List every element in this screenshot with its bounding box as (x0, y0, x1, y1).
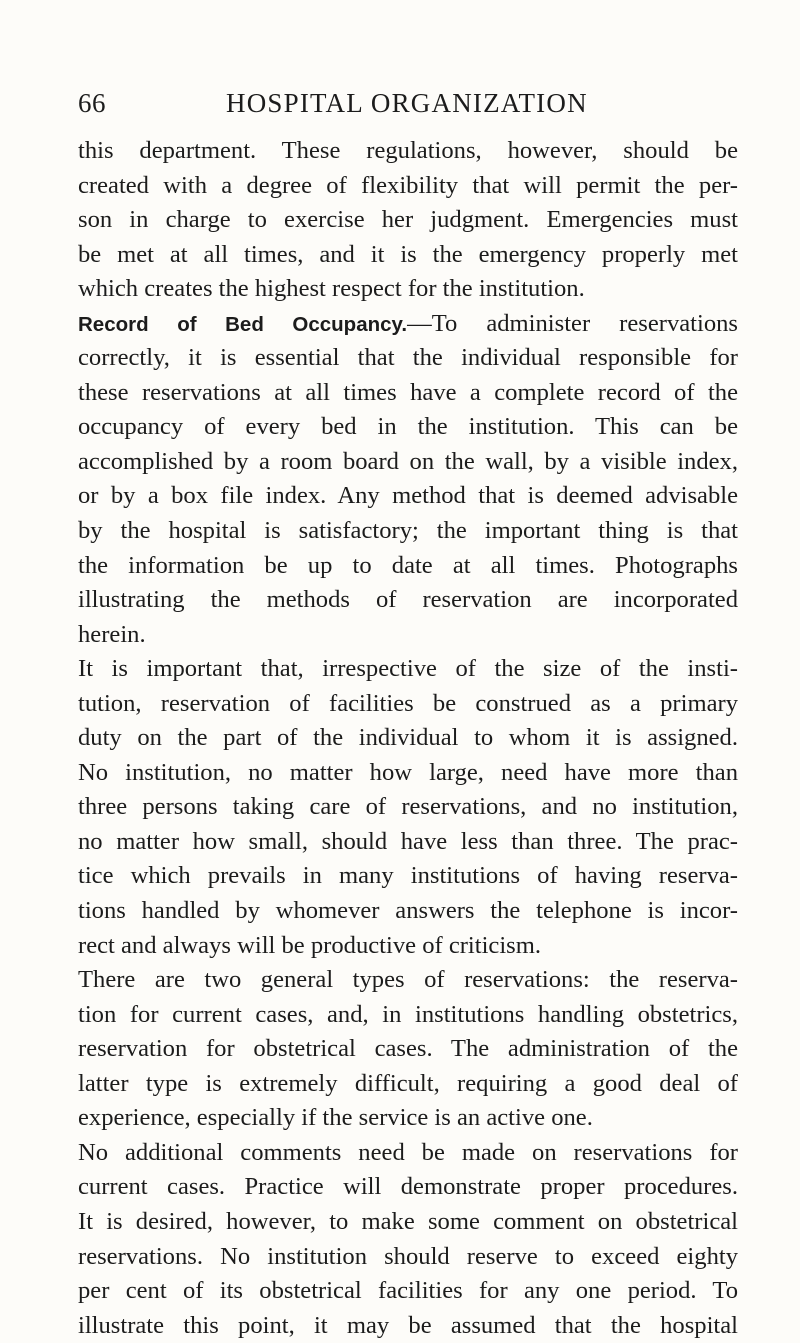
text-line: tution, reservation of facilities be construed as a primary (78, 689, 738, 717)
text-line: reservations. No institution should reserve to exceed eighty (78, 1242, 738, 1270)
page-header (78, 88, 738, 124)
text-line: reservation for obstetrical cases. The administration of the (78, 1035, 738, 1063)
text-line: be met at all times, and it is the emergency properly met (78, 240, 738, 268)
text-line: illustrate this point, it may be assumed that the hospital (78, 1311, 738, 1339)
text-line: son in charge to exercise her judgment. Emergencies must (78, 206, 738, 234)
section-heading: Record of Bed Occupancy. (78, 312, 408, 336)
text-line: current cases. Practice will demonstrate proper procedures. (78, 1173, 738, 1201)
text-line: No additional comments need be made on reservations for (78, 1138, 738, 1166)
body-text (78, 134, 738, 1343)
running-head: HOSPITAL ORGANIZATION (226, 88, 588, 118)
text-line: rect and always will be productive of criticism. (78, 931, 542, 959)
text-line: There are two general types of reservations: the reserva- (78, 966, 738, 994)
text-line: correctly, it is essential that the individual responsible for (78, 344, 738, 372)
text-line: accomplished by a room board on the wall, by a visible index, (78, 447, 738, 475)
text-line: created with a degree of flexibility that will permit the per- (78, 171, 738, 199)
text-line: herein. (78, 620, 146, 648)
text-line: It is desired, however, to make some comment on obstetrical (78, 1207, 738, 1235)
text-line: no matter how small, should have less than three. The prac- (78, 827, 738, 855)
section-heading-line (78, 307, 738, 342)
section-heading-continuation: —To administer reservations (407, 309, 738, 337)
text-line: tion for current cases, and, in institutions handling obstetrics, (78, 1000, 738, 1028)
text-line: duty on the part of the individual to whom it is assigned. (78, 724, 738, 752)
text-line: It is important that, irrespective of the size of the insti- (78, 655, 738, 683)
text-line: latter type is extremely difficult, requiring a good deal of (78, 1069, 738, 1097)
text-line: per cent of its obstetrical facilities for any one period. To (78, 1277, 738, 1305)
text-line: three persons taking care of reservations, and no institution, (78, 793, 738, 821)
text-line: these reservations at all times have a complete record of the (78, 378, 738, 406)
page-number: 66 (78, 88, 106, 118)
text-line: this department. These regulations, however, should be (78, 137, 738, 164)
text-line: illustrating the methods of reservation are incorporated (78, 586, 738, 614)
text-line: experience, especially if the service is an active one. (78, 1104, 593, 1132)
text-line: the information be up to date at all times. Photographs (78, 551, 738, 579)
text-line: by the hospital is satisfactory; the important thing is that (78, 517, 738, 545)
text-line: which creates the highest respect for the institution. (78, 275, 585, 303)
text-line: tice which prevails in many institutions of having reserva- (78, 862, 738, 890)
text-line: tions handled by whomever answers the telephone is incor- (78, 897, 738, 925)
text-line: or by a box file index. Any method that is deemed advisable (78, 482, 738, 510)
text-line: No institution, no matter how large, need have more than (78, 758, 738, 786)
text-line: occupancy of every bed in the institution. This can be (78, 413, 738, 441)
